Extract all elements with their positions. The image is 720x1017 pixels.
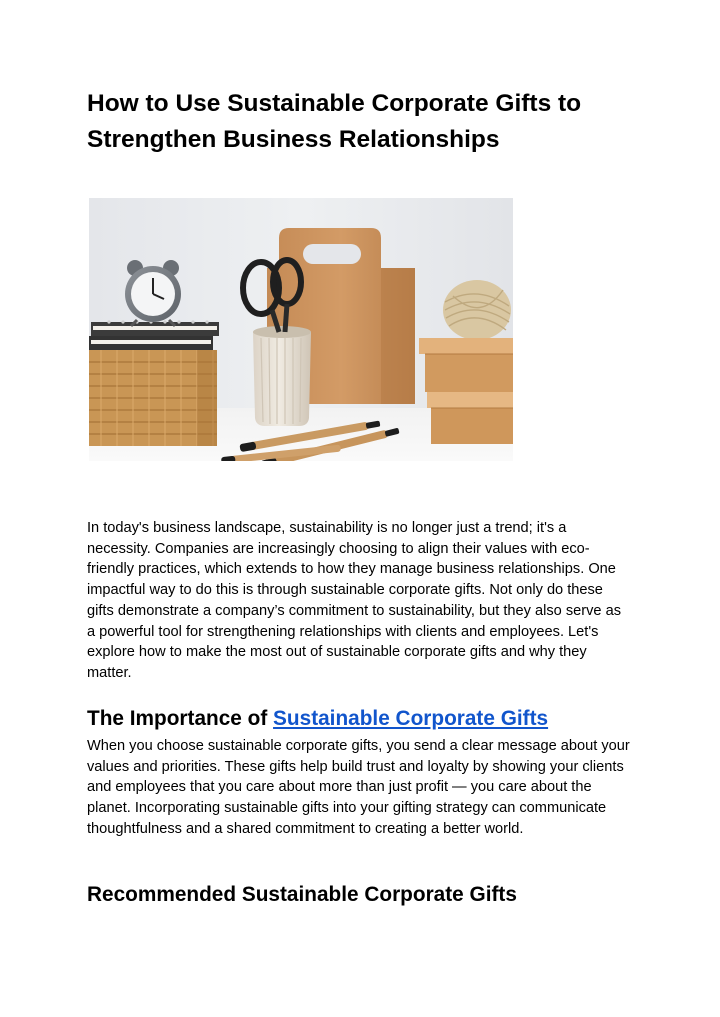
sustainable-gifts-link[interactable]: Sustainable Corporate Gifts [273, 707, 549, 730]
twine-ball-shape [443, 280, 511, 340]
section-heading-importance [87, 705, 548, 733]
importance-paragraph: When you choose sustainable corporate gifts, you send a clear message about your values and priorities. These gifts help build trust and loyalty by showing your clients and employees that you care about more than just profit — you care about the planet. Incorporating sustainable gifts into your gifting strategy can communicate thoughtfulness and a shared commitment to creating a better world. [87, 738, 630, 837]
section-heading-recommended: Recommended Sustainable Corporate Gifts [87, 883, 517, 906]
notebook-stack-shape [89, 320, 219, 350]
intro-paragraph: In today's business landscape, sustainability is no longer just a trend; it's a necessity. Companies are increasingly choosing to align their values with eco-friendly practices, which extends to how they manage business relationships. One impactful way to do this is through sustainable corporate gifts. Not only do these gifts demonstrate a company’s commitment to sustainability, but they also serve as a powerful tool for strengthening relationships with clients and employees. Let's explore how to make the most out of sustainable corporate gifts and why they matter. [87, 520, 621, 681]
page-title: How to Use Sustainable Corporate Gifts to Strengthen Business Relationships [87, 90, 582, 153]
hero-image [89, 198, 513, 461]
heading-prefix: The Importance of [87, 707, 274, 730]
kraft-boxes-shape [419, 338, 513, 444]
wicker-box-shape [89, 350, 217, 446]
